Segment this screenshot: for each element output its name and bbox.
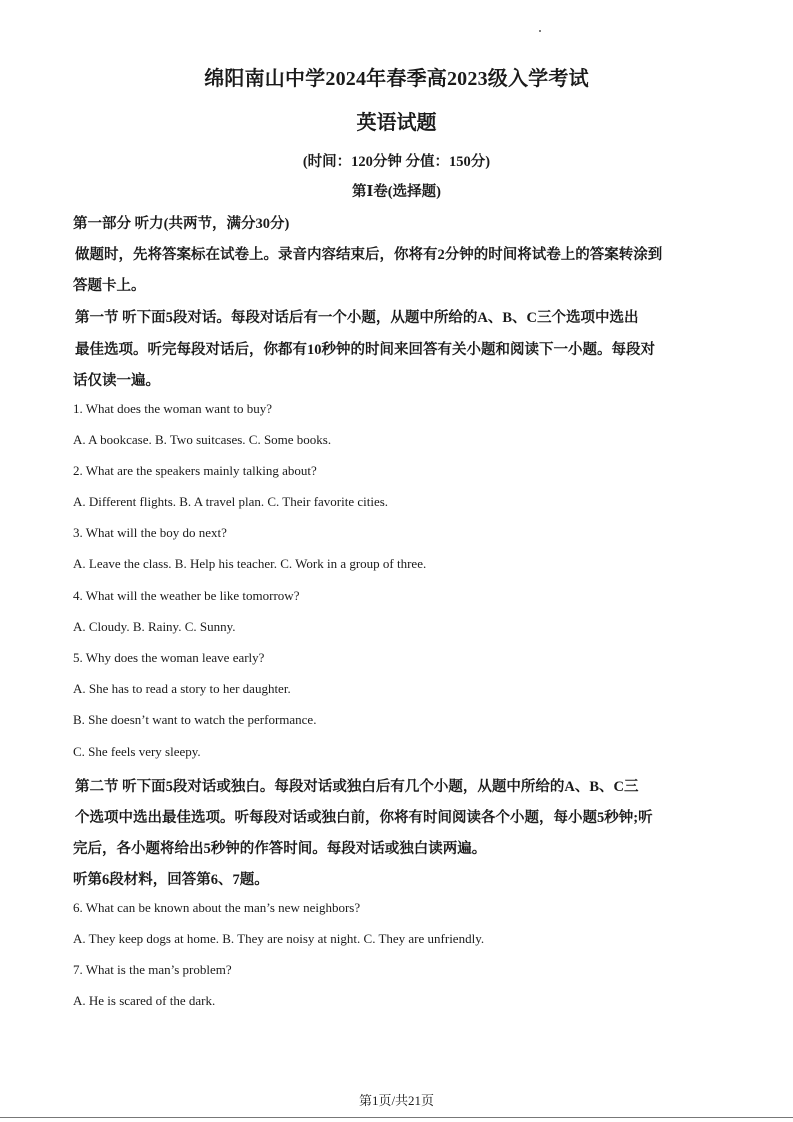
exam-title: 绵阳南山中学2024年春季高2023级入学考试	[204, 68, 589, 90]
page-number: 第1页/共21页	[358, 1093, 435, 1108]
subject-title: 英语试题	[356, 112, 437, 134]
question-stem: 2. What are the speakers mainly talking about?	[73, 463, 317, 478]
question-stem: 7. What is the man’s problem?	[73, 962, 232, 977]
question-options: A. They keep dogs at home. B. They are noisy at night. C. They are unfriendly.	[73, 931, 485, 946]
question-option: A. She has to read a story to her daughter.	[73, 681, 291, 696]
question-stem: 6. What can be known about the man’s new neighbors?	[73, 900, 361, 915]
footer-rule	[0, 1117, 793, 1118]
material-heading: 听第6段材料，回答第6、7题。	[73, 872, 269, 888]
question-options: A. Cloudy. B. Rainy. C. Sunny.	[73, 619, 236, 634]
question-options: A. Leave the class. B. Help his teacher. C. Work in a group of three.	[73, 556, 427, 571]
question-options: A. Different flights. B. A travel plan. C. Their favorite cities.	[73, 494, 389, 509]
section2-instruction-line: 第二节 听下面5段对话或独白。每段对话或独白后有几个小题，从题中所给的A、B、C三	[75, 779, 639, 795]
section2-instruction-line: 完后，各小题将给出5秒钟的作答时间。每段对话或独白读两遍。	[73, 841, 487, 857]
section2-instruction-line: 个选项中选出最佳选项。听每段对话或独白前，你将有时间阅读各个小题，每小题5秒钟;听	[75, 810, 653, 826]
question-option: B. She doesn’t want to watch the performance.	[73, 712, 317, 727]
section1-instruction-line: 最佳选项。听完每段对话后，你都有10秒钟的时间来回答有关小题和阅读下一小题。每段对	[75, 342, 655, 358]
time-and-score: (时间：120分钟 分值：150分)	[302, 154, 491, 170]
question-stem: 4. What will the weather be like tomorrow?	[73, 588, 300, 603]
part1-instruction-line: 做题时，先将答案标在试卷上。录音内容结束后，你将有2分钟的时间将试卷上的答案转涂到	[75, 247, 663, 263]
question-option: C. She feels very sleepy.	[73, 744, 201, 759]
volume-heading: 第Ⅰ卷(选择题)	[352, 184, 441, 200]
question-stem: 5. Why does the woman leave early?	[73, 650, 265, 665]
part1-instruction-line: 答题卡上。	[73, 278, 146, 294]
question-option: A. He is scared of the dark.	[73, 993, 216, 1008]
part1-heading: 第一部分 听力(共两节，满分30分)	[73, 216, 290, 232]
section1-instruction-line: 第一节 听下面5段对话。每段对话后有一个小题，从题中所给的A、B、C三个选项中选出	[75, 310, 639, 326]
question-stem: 1. What does the woman want to buy?	[73, 401, 273, 416]
scan-dot	[539, 30, 541, 32]
question-options: A. A bookcase. B. Two suitcases. C. Some books.	[73, 432, 332, 447]
question-stem: 3. What will the boy do next?	[73, 525, 227, 540]
section1-instruction-line: 话仅读一遍。	[73, 373, 160, 389]
